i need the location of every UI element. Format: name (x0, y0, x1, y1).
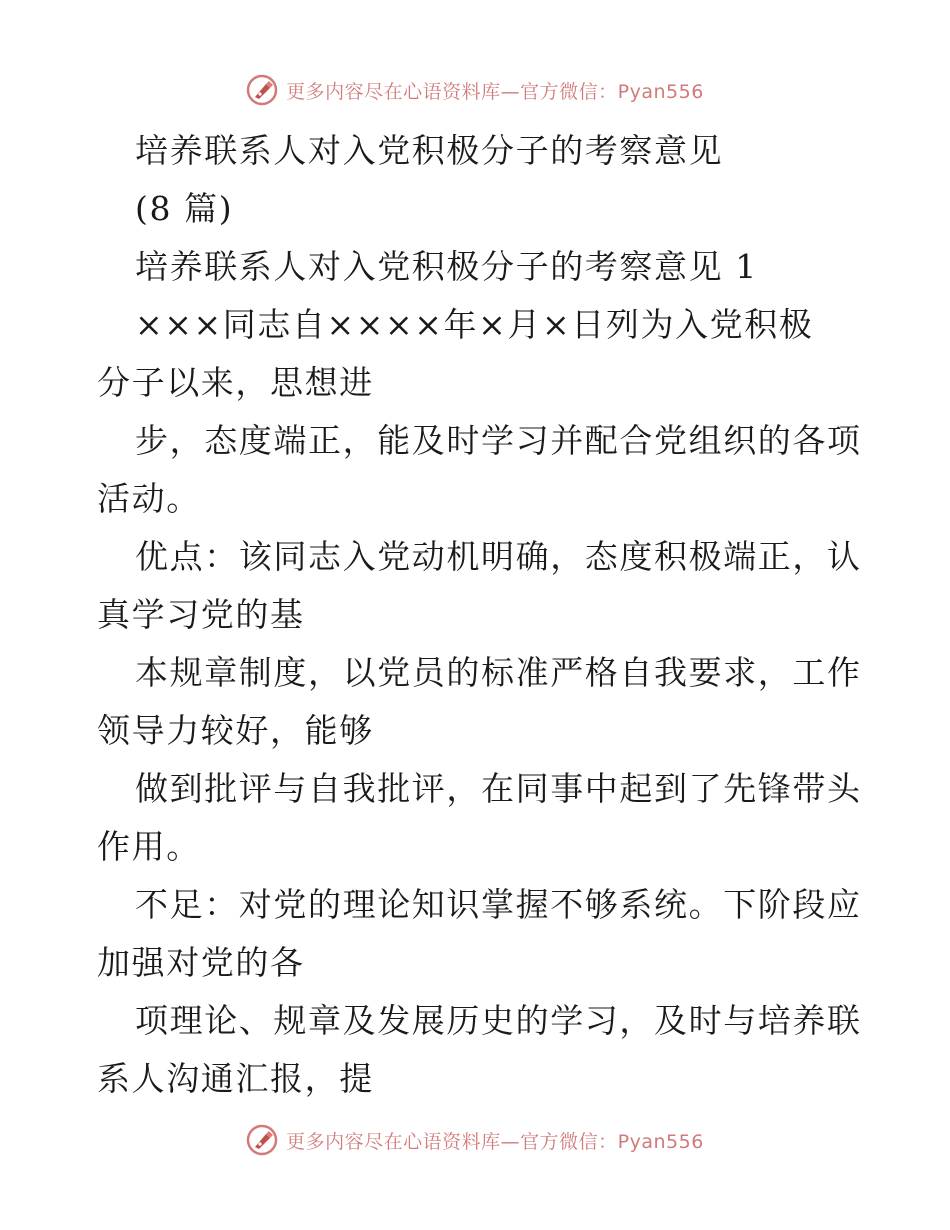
watermark-banner-bottom (0, 1120, 950, 1160)
paragraph-line: 项理论、规章及发展历史的学习，及时与培养联 (135, 1001, 862, 1040)
paragraph-line: 本规章制度，以党员的标准严格自我要求，工作 (135, 653, 862, 692)
section-heading: 培养联系人对入党积极分子的考察意见 1 (135, 247, 758, 286)
watermark-text-bottom: 更多内容尽在心语资料库—官方微信：Pyan556 (286, 1130, 704, 1153)
paragraph-line: 加强对党的各 (97, 943, 305, 982)
document-title: 培养联系人对入党积极分子的考察意见 (135, 131, 724, 170)
watermark-banner-top (0, 70, 950, 110)
paragraph-line: 系人沟通汇报，提 (97, 1059, 374, 1098)
paragraph-line: 活动。 (97, 479, 201, 518)
paragraph-line: 不足：对党的理论知识掌握不够系统。下阶段应 (135, 885, 862, 924)
document-title-count: (8 篇) (135, 189, 234, 228)
paragraph-line: 领导力较好，能够 (97, 711, 374, 750)
document-body (97, 122, 862, 1108)
pen-nib-logo-icon (246, 1124, 278, 1156)
paragraph-line: 步，态度端正，能及时学习并配合党组织的各项 (135, 421, 862, 460)
paragraph-line: 分子以来，思想进 (97, 363, 374, 402)
paragraph-line: 作用。 (97, 827, 201, 866)
paragraph-line: ×××同志自××××年×月×日列为入党积极 (135, 305, 814, 344)
pen-nib-logo-icon (246, 74, 278, 106)
paragraph-line: 做到批评与自我批评，在同事中起到了先锋带头 (135, 769, 862, 808)
watermark-text-top: 更多内容尽在心语资料库—官方微信：Pyan556 (286, 80, 704, 103)
paragraph-line: 优点：该同志入党动机明确，态度积极端正，认 (135, 537, 862, 576)
paragraph-line: 真学习党的基 (97, 595, 305, 634)
